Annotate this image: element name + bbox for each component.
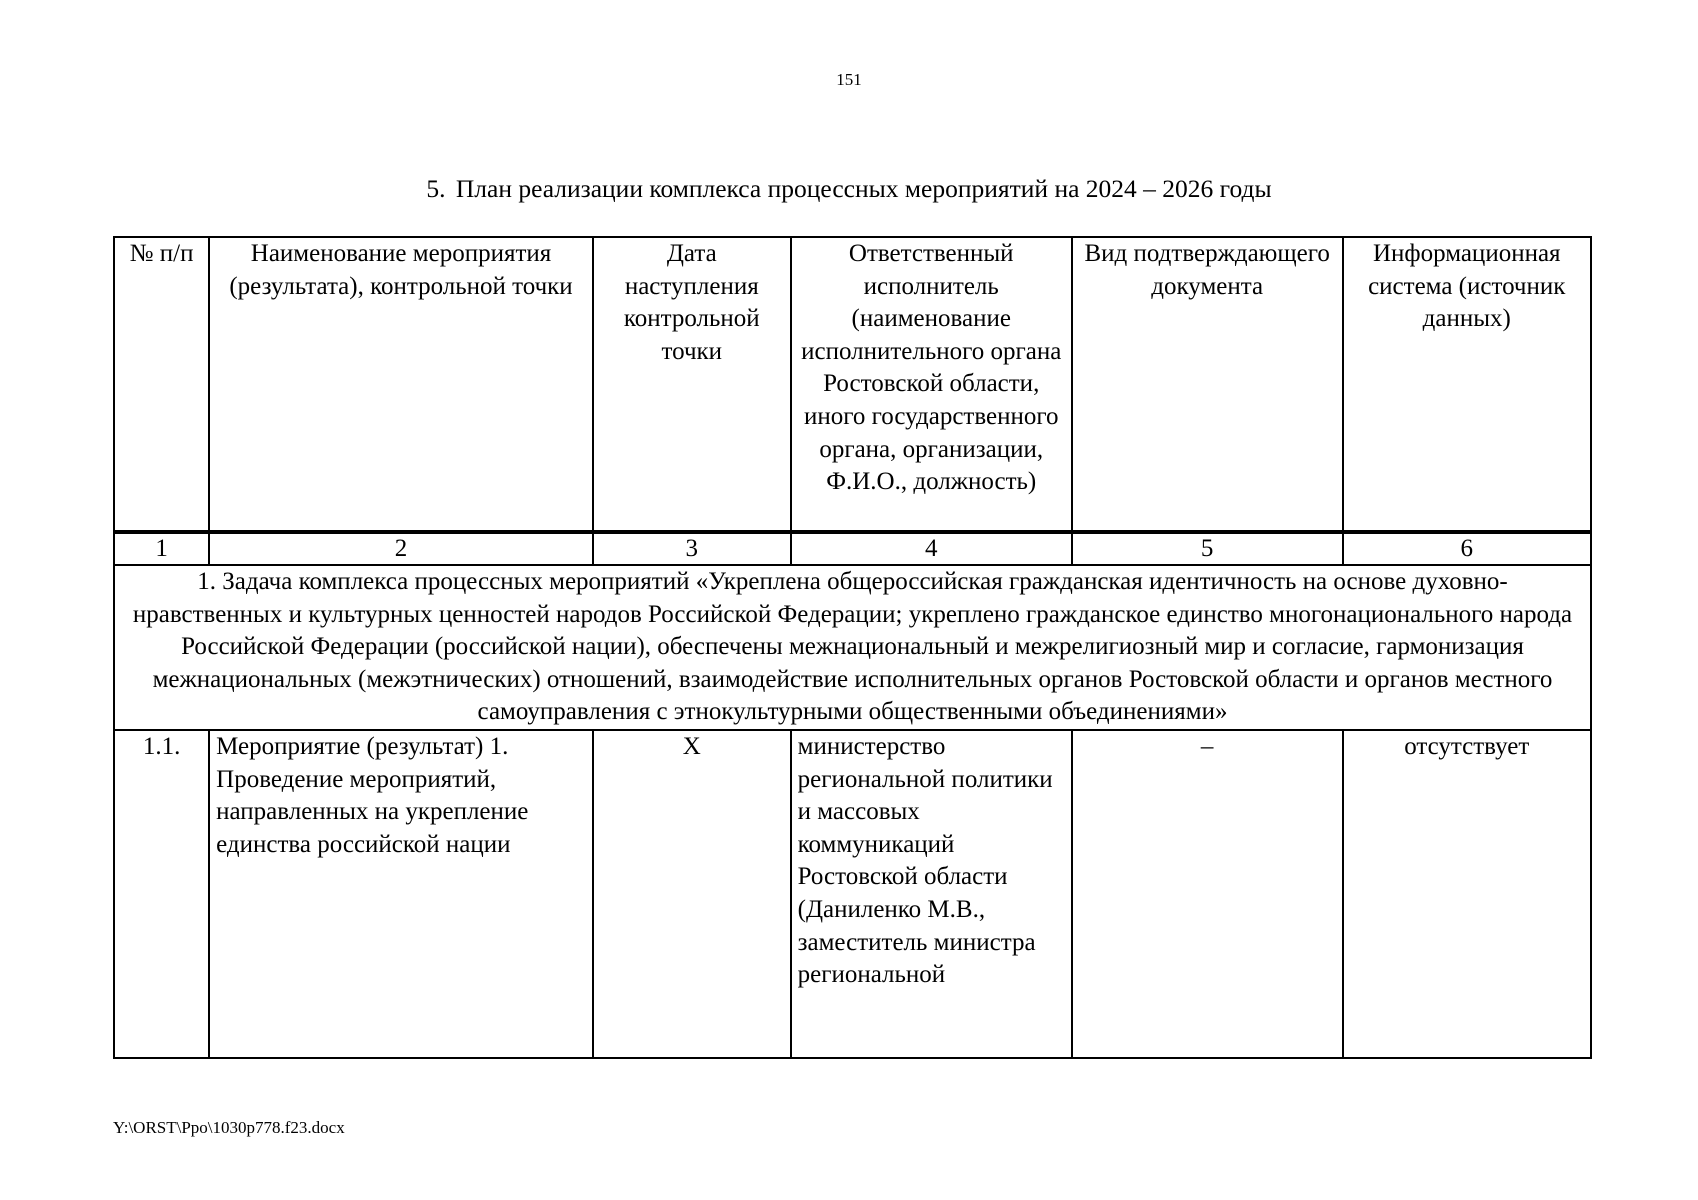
table-header-row bbox=[114, 237, 1591, 532]
header-cell-date: Дата наступления контрольной точки bbox=[593, 237, 791, 532]
column-number-row bbox=[114, 532, 1591, 565]
header-cell-document: Вид подтверждающего документа bbox=[1072, 237, 1343, 532]
column-number-cell: 3 bbox=[593, 532, 791, 565]
task-cell: 1. Задача комплекса процессных мероприятий «Укреплена общероссийская гражданская идентичность на основе духовно-нравственных и культурных ценностей народов Российской Федерации; укреплено гражданское единство многонационального народа Российской Федерации (российской нации), обеспечены межнациональный и межрелигиозный мир и согласие, гармонизация межнациональных (межэтнических) отношений, взаимодействие исполнительных органов Ростовской области и органов местного самоуправления с этнокультурными общественными объединениями» bbox=[114, 565, 1591, 730]
row-number-cell: 1.1. bbox=[114, 730, 209, 1058]
column-number-cell: 2 bbox=[209, 532, 593, 565]
file-path-footer: Y:\ORST\Ppo\1030p778.f23.docx bbox=[113, 1118, 345, 1137]
section-number: 5. bbox=[426, 174, 446, 203]
row-responsible-cell: министерство региональной политики и массовых коммуникаций Ростовской области (Даниленко М.В., заместитель министра региональной bbox=[791, 730, 1072, 1058]
row-name-cell: Мероприятие (результат) 1. Проведение мероприятий, направленных на укрепление единства российской нации bbox=[209, 730, 593, 1058]
header-cell-responsible: Ответственный исполнитель (наименование исполнительного органа Ростовской области, иного государственного органа, организации, Ф.И.О., должность) bbox=[791, 237, 1072, 532]
table-row bbox=[114, 730, 1591, 1058]
column-number-cell: 1 bbox=[114, 532, 209, 565]
task-row bbox=[114, 565, 1591, 730]
row-document-cell: – bbox=[1072, 730, 1343, 1058]
row-system-cell: отсутствует bbox=[1343, 730, 1592, 1058]
header-cell-name: Наименование мероприятия (результата), контрольной точки bbox=[209, 237, 593, 532]
section-title bbox=[0, 174, 1698, 204]
page-number: 151 bbox=[836, 70, 862, 89]
row-date-cell: X bbox=[593, 730, 791, 1058]
section-title-text: План реализации комплекса процессных мероприятий на 2024 – 2026 годы bbox=[455, 174, 1272, 203]
plan-table bbox=[113, 236, 1592, 1059]
column-number-cell: 6 bbox=[1343, 532, 1592, 565]
header-cell-number: № п/п bbox=[114, 237, 209, 532]
header-cell-system: Информационная система (источник данных) bbox=[1343, 237, 1592, 532]
column-number-cell: 4 bbox=[791, 532, 1072, 565]
column-number-cell: 5 bbox=[1072, 532, 1343, 565]
